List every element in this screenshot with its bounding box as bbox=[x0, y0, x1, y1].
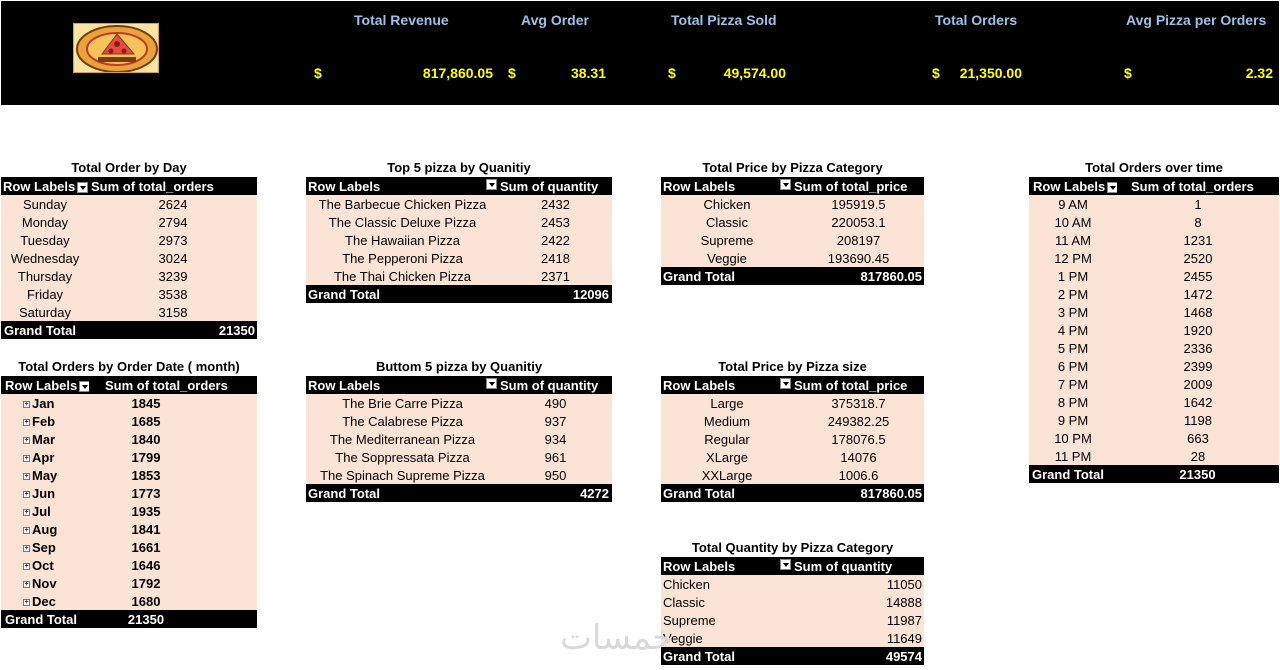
row-label: 9 AM bbox=[1058, 196, 1088, 212]
row-label: 9 PM bbox=[1057, 412, 1089, 428]
row-value: 2432 bbox=[541, 196, 570, 212]
row-value: 1642 bbox=[1183, 394, 1213, 410]
kpi-total-pizza-sold-value: 49,574.00 bbox=[723, 65, 786, 81]
row-value: 1840 bbox=[131, 431, 161, 447]
pivot-title: Buttom 5 pizza by Quanitiy bbox=[375, 359, 543, 374]
header-value-col: Sum of quantity bbox=[794, 558, 893, 574]
grand-total-row bbox=[1, 321, 257, 339]
row-value: 2418 bbox=[541, 250, 570, 266]
table-row bbox=[661, 611, 924, 629]
row-value: 11050 bbox=[886, 576, 922, 592]
row-value: 1685 bbox=[131, 413, 161, 429]
table-row bbox=[306, 231, 612, 249]
expand-plus-icon[interactable]: + bbox=[24, 544, 29, 552]
row-label: Monday bbox=[21, 214, 69, 230]
row-value: 2371 bbox=[541, 268, 570, 284]
row-label: May bbox=[32, 467, 58, 483]
grand-total-label: Grand Total bbox=[4, 322, 76, 338]
table-row bbox=[306, 430, 612, 448]
row-value: 1935 bbox=[131, 503, 161, 519]
pivot-total-orders-by-month bbox=[1, 358, 257, 628]
row-label: 10 PM bbox=[1054, 430, 1092, 446]
table-row bbox=[1029, 267, 1279, 285]
grand-total-row bbox=[306, 484, 612, 502]
grand-total-row bbox=[1, 610, 257, 628]
table-row bbox=[306, 448, 612, 466]
pivot-title: Total Orders by Order Date ( month) bbox=[18, 359, 240, 374]
row-value: 490 bbox=[544, 395, 567, 411]
pivot-total-quantity-by-category bbox=[661, 539, 924, 665]
row-label: Classic bbox=[663, 594, 705, 610]
row-value: 28 bbox=[1190, 448, 1206, 464]
dropdown-filter-icon[interactable] bbox=[1107, 182, 1117, 193]
table-row bbox=[661, 466, 924, 484]
grand-total-row bbox=[661, 484, 924, 502]
kpi-avg-pizza-per-orders-value: 2.32 bbox=[1245, 65, 1273, 81]
pivot-title: Total Orders over time bbox=[1085, 160, 1223, 175]
table-row bbox=[661, 412, 924, 430]
row-label: Tuesday bbox=[20, 232, 70, 248]
grand-total-value: 21350 bbox=[127, 611, 165, 627]
row-value: 937 bbox=[544, 413, 567, 429]
row-value: 193690.45 bbox=[827, 250, 890, 266]
kpi-avg-order-currency: $ bbox=[508, 65, 516, 81]
expand-plus-icon[interactable]: + bbox=[24, 580, 29, 588]
pivot-body bbox=[661, 195, 924, 267]
row-value: 1198 bbox=[1184, 412, 1212, 428]
table-row bbox=[306, 213, 612, 231]
row-value: 249382.25 bbox=[827, 413, 890, 429]
row-label: Chicken bbox=[703, 196, 751, 212]
row-value: 961 bbox=[544, 449, 567, 465]
row-label: Nov bbox=[32, 575, 57, 591]
row-value: 178076.5 bbox=[831, 431, 886, 447]
row-label: Chicken bbox=[663, 576, 710, 592]
row-label: Jul bbox=[32, 503, 51, 519]
row-label: 6 PM bbox=[1057, 358, 1089, 374]
table-row bbox=[1029, 357, 1279, 375]
dropdown-filter-icon[interactable] bbox=[79, 381, 89, 392]
kpi-avg-order-label: Avg Order bbox=[521, 12, 589, 28]
row-label: Medium bbox=[703, 413, 751, 429]
pivot-header bbox=[306, 376, 612, 394]
kpi-banner bbox=[1, 1, 1279, 105]
table-row bbox=[1029, 249, 1279, 267]
row-value: 2453 bbox=[541, 214, 570, 230]
dropdown-filter-icon[interactable] bbox=[780, 378, 791, 389]
table-row bbox=[1029, 339, 1279, 357]
table-row bbox=[1029, 393, 1279, 411]
pivot-body bbox=[306, 394, 612, 484]
row-value: 663 bbox=[1187, 430, 1209, 446]
row-value: 3024 bbox=[158, 250, 188, 266]
table-row bbox=[1, 213, 257, 231]
header-row-labels: Row Labels bbox=[663, 377, 736, 393]
row-label: Supreme bbox=[663, 612, 716, 628]
row-value: 208197 bbox=[836, 232, 881, 248]
row-label: 12 PM bbox=[1054, 250, 1092, 266]
grand-total-row bbox=[661, 647, 924, 665]
dropdown-filter-icon[interactable] bbox=[780, 559, 791, 570]
pizza-logo-icon bbox=[73, 23, 159, 73]
row-label: 11 AM bbox=[1055, 232, 1091, 248]
row-label: Veggie bbox=[663, 630, 703, 646]
pivot-title: Total Quantity by Pizza Category bbox=[691, 540, 894, 555]
pivot-total-orders-over-time bbox=[1029, 159, 1279, 483]
row-value: 11987 bbox=[886, 612, 922, 628]
row-label: The Brie Carre Pizza bbox=[342, 395, 463, 411]
pivot-title: Top 5 pizza by Quanitiy bbox=[387, 160, 531, 175]
header-value-col: Sum of total_orders bbox=[91, 178, 214, 194]
row-label: 10 AM bbox=[1054, 214, 1092, 230]
table-row bbox=[1029, 285, 1279, 303]
row-value: 1841 bbox=[131, 521, 161, 537]
table-row bbox=[661, 249, 924, 267]
row-label: Regular bbox=[704, 431, 750, 447]
row-label: Jun bbox=[32, 485, 56, 501]
table-row bbox=[1, 267, 257, 285]
row-label: Saturday bbox=[18, 304, 72, 320]
kpi-total-revenue-value: 817,860.05 bbox=[422, 65, 493, 81]
row-value: 375318.7 bbox=[831, 395, 886, 411]
table-row bbox=[1029, 429, 1279, 447]
header-row-labels: Row Labels bbox=[1033, 178, 1106, 194]
kpi-total-orders-value: 21,350.00 bbox=[959, 65, 1022, 81]
row-value: 11649 bbox=[886, 630, 922, 646]
row-value: 2520 bbox=[1183, 250, 1213, 266]
kpi-total-orders-currency: $ bbox=[932, 65, 940, 81]
header-value-col: Sum of quantity bbox=[500, 178, 599, 194]
pivot-total-order-by-day bbox=[1, 159, 257, 339]
expand-plus-icon[interactable]: + bbox=[24, 436, 29, 444]
grand-total-label: Grand Total bbox=[663, 268, 735, 284]
row-label: The Soppressata Pizza bbox=[335, 449, 470, 465]
header-row-labels: Row Labels bbox=[5, 377, 78, 393]
expand-plus-icon[interactable]: + bbox=[24, 400, 29, 408]
row-value: 1773 bbox=[131, 485, 161, 501]
header-value-col: Sum of quantity bbox=[500, 377, 599, 393]
header-value-col: Sum of total_orders bbox=[105, 377, 228, 393]
row-value: 1799 bbox=[131, 449, 161, 465]
row-value: 2794 bbox=[158, 214, 188, 230]
table-row bbox=[1029, 447, 1279, 465]
row-label: Sunday bbox=[22, 196, 68, 212]
table-row bbox=[1, 484, 257, 502]
pivot-bottom5-pizza-by-quantity bbox=[306, 358, 612, 502]
header-row-labels: Row Labels bbox=[308, 377, 381, 393]
row-label: 5 PM bbox=[1057, 340, 1089, 356]
grand-total-label: Grand Total bbox=[5, 611, 77, 627]
kpi-total-revenue-currency: $ bbox=[314, 65, 322, 81]
row-value: 3538 bbox=[158, 286, 188, 302]
row-label: Jan bbox=[32, 395, 55, 411]
table-row bbox=[1029, 195, 1279, 213]
row-value: 8 bbox=[1194, 214, 1202, 230]
table-row bbox=[306, 195, 612, 213]
row-label: 4 PM bbox=[1057, 322, 1089, 338]
table-row bbox=[306, 466, 612, 484]
row-value: 2422 bbox=[541, 232, 570, 248]
row-value: 1231 bbox=[1183, 232, 1213, 248]
row-label: The Spinach Supreme Pizza bbox=[320, 467, 485, 483]
row-value: 2973 bbox=[158, 232, 188, 248]
table-row bbox=[306, 412, 612, 430]
row-label: The Thai Chicken Pizza bbox=[333, 268, 472, 284]
pivot-body bbox=[1029, 195, 1279, 465]
table-row bbox=[306, 249, 612, 267]
row-label: XXLarge bbox=[701, 467, 753, 483]
row-value: 3158 bbox=[158, 304, 188, 320]
kpi-total-pizza-sold-label: Total Pizza Sold bbox=[671, 12, 777, 28]
dropdown-filter-icon[interactable] bbox=[486, 378, 497, 389]
pivot-title: Total Order by Day bbox=[71, 160, 187, 175]
grand-total-label: Grand Total bbox=[663, 485, 735, 501]
row-value: 1661 bbox=[131, 539, 161, 555]
table-row bbox=[1, 430, 257, 448]
table-row bbox=[1, 231, 257, 249]
table-row bbox=[1, 412, 257, 430]
header-row-labels: Row Labels bbox=[3, 178, 76, 194]
pivot-body bbox=[661, 575, 924, 647]
kpi-total-orders-label: Total Orders bbox=[935, 12, 1018, 28]
row-value: 1468 bbox=[1183, 304, 1213, 320]
header-row-labels: Row Labels bbox=[308, 178, 381, 194]
header-row-labels: Row Labels bbox=[663, 558, 736, 574]
row-label: 11 PM bbox=[1054, 448, 1092, 464]
expand-plus-icon[interactable]: + bbox=[24, 418, 29, 426]
grand-total-label: Grand Total bbox=[308, 286, 380, 302]
pivot-header bbox=[306, 177, 612, 195]
row-label: Sep bbox=[32, 539, 56, 555]
dropdown-filter-icon[interactable] bbox=[780, 179, 791, 190]
row-label: Dec bbox=[32, 593, 56, 609]
pivot-header bbox=[661, 177, 924, 195]
table-row bbox=[1, 303, 257, 321]
expand-plus-icon[interactable]: + bbox=[24, 598, 29, 606]
pivot-header bbox=[661, 557, 924, 575]
pivot-header bbox=[1029, 177, 1279, 195]
row-label: Friday bbox=[26, 286, 64, 302]
row-value: 14076 bbox=[840, 449, 877, 465]
row-label: Mar bbox=[32, 431, 56, 447]
expand-plus-icon[interactable]: + bbox=[24, 472, 29, 480]
table-row bbox=[1, 502, 257, 520]
grand-total-value: 817860.05 bbox=[860, 485, 922, 501]
table-row bbox=[1, 249, 257, 267]
table-row bbox=[1029, 321, 1279, 339]
row-label: The Pepperoni Pizza bbox=[342, 250, 463, 266]
row-value: 950 bbox=[544, 467, 567, 483]
table-row bbox=[1029, 213, 1279, 231]
row-label: Supreme bbox=[700, 232, 754, 248]
row-value: 2399 bbox=[1183, 358, 1213, 374]
row-label: 2 PM bbox=[1057, 286, 1089, 302]
row-label: Large bbox=[710, 395, 744, 411]
expand-plus-icon[interactable]: + bbox=[24, 454, 29, 462]
row-label: The Classic Deluxe Pizza bbox=[328, 214, 477, 230]
row-value: 1646 bbox=[131, 557, 161, 573]
pivot-total-price-by-size bbox=[661, 358, 924, 502]
table-row bbox=[1, 195, 257, 213]
pivot-header bbox=[1, 177, 257, 195]
pivot-title: Total Price by Pizza size bbox=[718, 359, 867, 374]
row-label: Thursday bbox=[17, 268, 73, 284]
table-row bbox=[1, 466, 257, 484]
table-row bbox=[1029, 231, 1279, 249]
row-value: 1006.6 bbox=[838, 467, 879, 483]
table-row bbox=[1, 556, 257, 574]
row-label: The Barbecue Chicken Pizza bbox=[318, 196, 487, 212]
pivot-top5-pizza-by-quantity bbox=[306, 159, 612, 303]
header-value-col: Sum of total_price bbox=[794, 377, 908, 393]
table-row bbox=[1029, 411, 1279, 429]
table-row bbox=[661, 448, 924, 466]
grand-total-value: 817860.05 bbox=[860, 268, 922, 284]
table-row bbox=[1, 574, 257, 592]
table-row bbox=[661, 394, 924, 412]
row-label: The Hawaiian Pizza bbox=[345, 232, 460, 248]
watermark-logo: خمسات bbox=[560, 618, 674, 658]
expand-plus-icon[interactable]: + bbox=[24, 562, 29, 570]
row-label: 1 PM bbox=[1057, 268, 1089, 284]
kpi-avg-pizza-per-orders-label: Avg Pizza per Orders bbox=[1126, 12, 1267, 28]
pivot-header bbox=[661, 376, 924, 394]
row-label: The Calabrese Pizza bbox=[342, 413, 463, 429]
row-label: 8 PM bbox=[1057, 394, 1089, 410]
row-value: 1853 bbox=[131, 467, 161, 483]
dropdown-filter-icon[interactable] bbox=[486, 179, 497, 190]
row-label: The Mediterranean Pizza bbox=[329, 431, 476, 447]
row-label: Oct bbox=[32, 557, 54, 573]
grand-total-value: 4272 bbox=[580, 485, 609, 501]
row-value: 2336 bbox=[1183, 340, 1213, 356]
grand-total-value: 49574 bbox=[885, 648, 922, 664]
row-value: 220053.1 bbox=[831, 214, 886, 230]
header-value-col: Sum of total_orders bbox=[1131, 178, 1254, 194]
table-row bbox=[1, 592, 257, 610]
row-value: 195919.5 bbox=[831, 196, 886, 212]
expand-plus-icon[interactable]: + bbox=[24, 508, 29, 516]
row-label: Classic bbox=[706, 214, 748, 230]
grand-total-row bbox=[306, 285, 612, 303]
pivot-total-price-by-category bbox=[661, 159, 924, 285]
kpi-avg-order-value: 38.31 bbox=[570, 65, 606, 81]
row-value: 1845 bbox=[131, 395, 161, 411]
row-value: 1920 bbox=[1183, 322, 1213, 338]
grand-total-row bbox=[661, 267, 924, 285]
row-value: 1792 bbox=[131, 575, 161, 591]
row-label: Apr bbox=[32, 449, 55, 465]
table-row bbox=[1, 394, 257, 412]
pivot-body bbox=[306, 195, 612, 285]
row-value: 1 bbox=[1194, 196, 1202, 212]
row-label: Feb bbox=[32, 413, 56, 429]
table-row bbox=[1, 285, 257, 303]
expand-plus-icon[interactable]: + bbox=[24, 490, 29, 498]
table-row bbox=[661, 195, 924, 213]
grand-total-value: 12096 bbox=[572, 286, 609, 302]
row-value: 2455 bbox=[1183, 268, 1213, 284]
table-row bbox=[1029, 303, 1279, 321]
header-row-labels: Row Labels bbox=[663, 178, 736, 194]
table-row bbox=[661, 575, 924, 593]
row-value: 1472 bbox=[1183, 286, 1213, 302]
pivot-header bbox=[1, 376, 257, 394]
pivot-body bbox=[1, 195, 257, 321]
row-label: Aug bbox=[32, 521, 58, 537]
table-row bbox=[1, 448, 257, 466]
table-row bbox=[661, 430, 924, 448]
header-value-col: Sum of total_price bbox=[794, 178, 908, 194]
grand-total-label: Grand Total bbox=[1032, 466, 1104, 482]
grand-total-label: Grand Total bbox=[308, 485, 380, 501]
table-row bbox=[306, 267, 612, 285]
row-value: 14888 bbox=[885, 594, 922, 610]
dropdown-filter-icon[interactable] bbox=[77, 182, 88, 193]
row-label: 3 PM bbox=[1057, 304, 1089, 320]
row-label: Veggie bbox=[707, 250, 747, 266]
expand-plus-icon[interactable]: + bbox=[24, 526, 29, 534]
grand-total-label: Grand Total bbox=[663, 648, 735, 664]
pivot-body bbox=[661, 394, 924, 484]
grand-total-value: 21350 bbox=[1179, 466, 1216, 482]
pivot-body bbox=[1, 394, 257, 610]
pivot-title: Total Price by Pizza Category bbox=[702, 160, 883, 175]
table-row bbox=[1029, 375, 1279, 393]
row-label: 7 PM bbox=[1057, 376, 1089, 392]
row-label: Wednesday bbox=[10, 250, 80, 266]
grand-total-row bbox=[1029, 465, 1279, 483]
kpi-total-pizza-sold-currency: $ bbox=[668, 65, 676, 81]
table-row bbox=[1, 538, 257, 556]
table-row bbox=[661, 593, 924, 611]
row-value: 2624 bbox=[158, 196, 188, 212]
table-row bbox=[1, 520, 257, 538]
grand-total-value: 21350 bbox=[218, 322, 255, 338]
table-row bbox=[306, 394, 612, 412]
row-value: 934 bbox=[544, 431, 567, 447]
row-value: 2009 bbox=[1183, 376, 1213, 392]
table-row bbox=[661, 629, 924, 647]
table-row bbox=[661, 231, 924, 249]
row-value: 1680 bbox=[131, 593, 161, 609]
kpi-total-revenue-label: Total Revenue bbox=[354, 12, 449, 28]
kpi-avg-pizza-per-orders-currency: $ bbox=[1124, 65, 1132, 81]
table-row bbox=[661, 213, 924, 231]
row-value: 3239 bbox=[158, 268, 188, 284]
row-label: XLarge bbox=[706, 449, 748, 465]
